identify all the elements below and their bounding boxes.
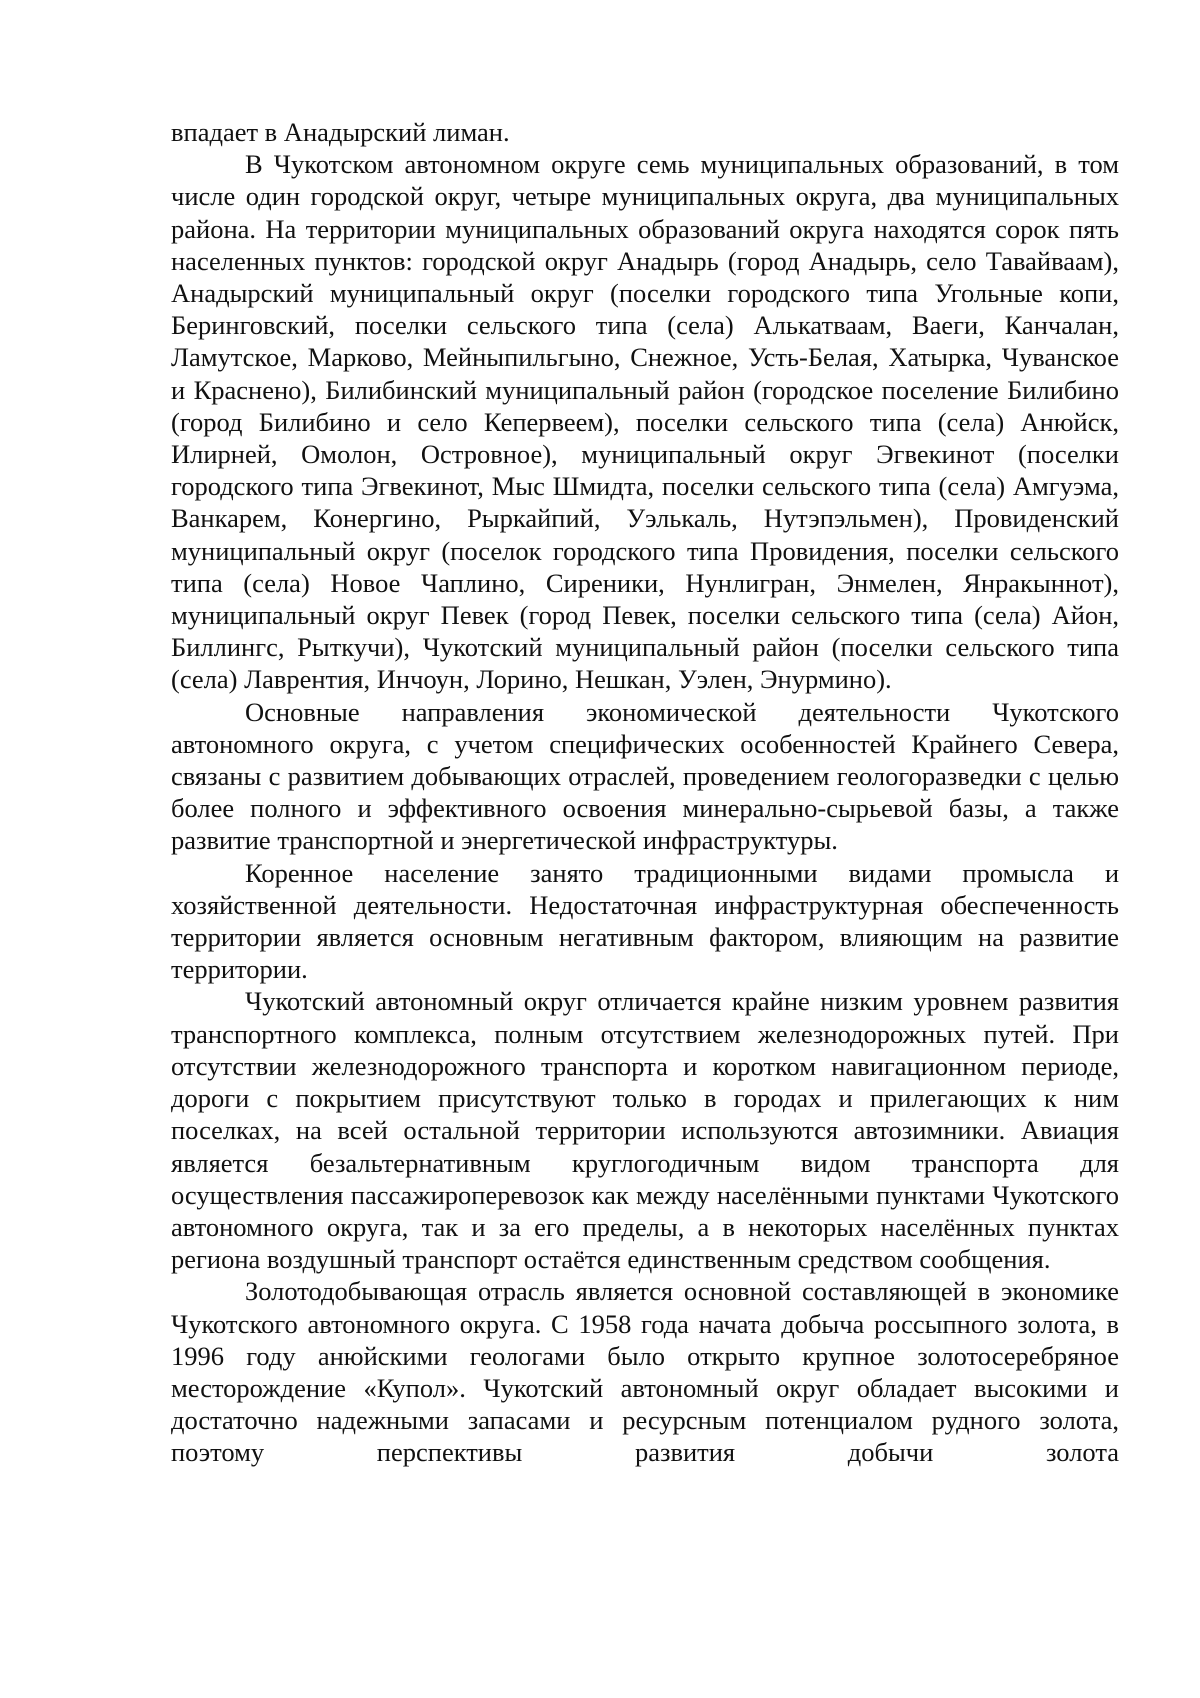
- paragraph-gold-mining: Золотодобывающая отрасль является основной составляющей в экономике Чукотского автономного округа. С 1958 года начата добыча россыпного золота, в 1996 году анюйскими геологами было открыто крупное золотосеребряное месторождение «Купол». Чукотский автономный округ обладает высокими и достаточно надежными запасами и ресурсным потенциалом рудного золота, поэтому перспективы развития добычи золота: [171, 1276, 1119, 1468]
- paragraph-economic-activity: Основные направления экономической деятельности Чукотского автономного округа, с учетом специфических особенностей Крайнего Севера, связаны с развитием добывающих отраслей, проведением геологоразведки с целью более полного и эффективного освоения минерально-сырьевой базы, а также развитие транспортной и энергетической инфраструктуры.: [171, 696, 1119, 856]
- paragraph-municipal-formations: В Чукотском автономном округе семь муниципальных образований, в том числе один городской округ, четыре муниципальных округа, два муниципальных района. На территории муниципальных образований округа находятся сорок пять населенных пунктов: городской округ Анадырь (город Анадырь, село Тавайваам), Анадырский муниципальный округ (поселки городского типа Угольные копи, Беринговский, поселки сельского типа (села) Алькатваам, Ваеги, Канчалан, Ламутское, Марково, Мейныпильгыно, Снежное, Усть-Белая, Хатырка, Чуванское и Краснено), Билибинский муниципальный район (городское поселение Билибино (город Билибино и село Кепервеем), поселки сельского типа (села) Анюйск, Илирней, Омолон, Островное), муниципальный округ Эгвекинот (поселки городского типа Эгвекинот, Мыс Шмидта, поселки сельского типа (села) Амгуэма, Ванкарем, Конергино, Рыркайпий, Уэлькаль, Нутэпэльмен), Провиденский муниципальный округ (поселок городского типа Провидения, поселки сельского типа (села) Новое Чаплино, Сиреники, Нунлигран, Энмелен, Янракыннот), муниципальный округ Певек (город Певек, поселки сельского типа (села) Айон, Биллингс, Рыткучи), Чукотский муниципальный район (поселки сельского типа (села) Лаврентия, Инчоун, Лорино, Нешкан, Уэлен, Энурмино).: [171, 149, 1119, 695]
- paragraph-indigenous-population: Коренное население занято традиционными видами промысла и хозяйственной деятельности. Недостаточная инфраструктурная обеспеченность территории является основным негативным фактором, влияющим на развитие территории.: [171, 857, 1119, 985]
- document-body: [171, 116, 1119, 1469]
- paragraph-continuation: впадает в Анадырский лиман.: [171, 117, 510, 147]
- paragraph-transport: Чукотский автономный округ отличается крайне низким уровнем развития транспортного комплекса, полным отсутствием железнодорожных путей. При отсутствии железнодорожного транспорта и коротком навигационном периоде, дороги с покрытием присутствуют только в городах и прилегающих к ним поселках, на всей остальной территории используются автозимники. Авиация является безальтернативным круглогодичным видом транспорта для осуществления пассажироперевозок как между населёнными пунктами Чукотского автономного округа, так и за его пределы, а в некоторых населённых пунктах региона воздушный транспорт остаётся единственным средством сообщения.: [171, 986, 1119, 1275]
